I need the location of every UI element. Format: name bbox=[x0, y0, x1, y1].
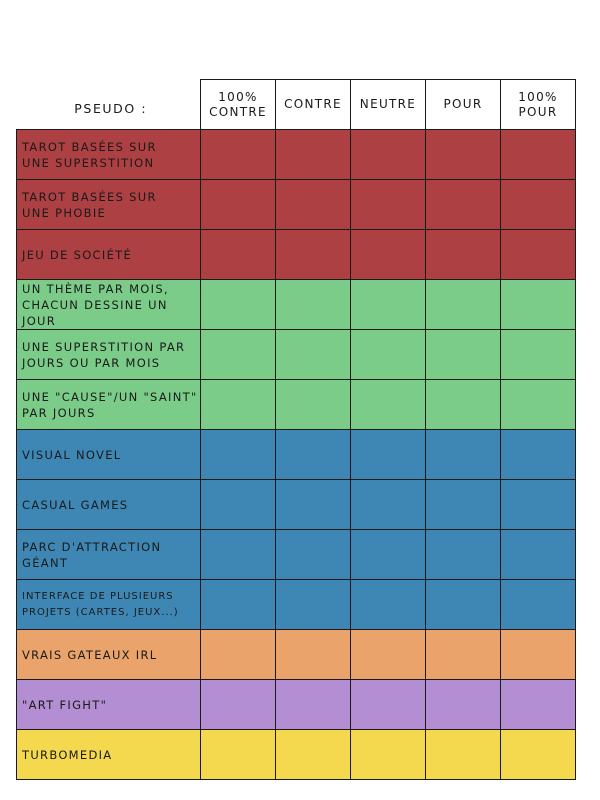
vote-cell[interactable] bbox=[201, 730, 276, 780]
table-row bbox=[17, 330, 576, 380]
table-row bbox=[17, 680, 576, 730]
vote-cell[interactable] bbox=[501, 630, 576, 680]
vote-cell[interactable] bbox=[351, 280, 426, 330]
row-label-cell bbox=[17, 430, 201, 480]
vote-cell[interactable] bbox=[501, 130, 576, 180]
row-label-cell bbox=[17, 280, 201, 330]
vote-cell[interactable] bbox=[276, 580, 351, 630]
table-row bbox=[17, 280, 576, 330]
row-label-cell bbox=[17, 530, 201, 580]
vote-cell[interactable] bbox=[501, 680, 576, 730]
table-row bbox=[17, 730, 576, 780]
table-row bbox=[17, 180, 576, 230]
vote-cell[interactable] bbox=[351, 180, 426, 230]
vote-cell[interactable] bbox=[426, 430, 501, 480]
vote-cell[interactable] bbox=[426, 380, 501, 430]
vote-cell[interactable] bbox=[201, 230, 276, 280]
vote-cell[interactable] bbox=[501, 180, 576, 230]
vote-cell[interactable] bbox=[276, 380, 351, 430]
vote-cell[interactable] bbox=[351, 580, 426, 630]
header-col-3 bbox=[426, 80, 501, 130]
vote-cell[interactable] bbox=[351, 330, 426, 380]
row-label-cell bbox=[17, 580, 201, 630]
vote-cell[interactable] bbox=[426, 180, 501, 230]
row-label: INTERFACE DE PLUSIEURS PROJETS (CARTES, JEUX...) bbox=[22, 590, 179, 618]
row-label: UNE "CAUSE"/UN "SAINT" PAR JOURS bbox=[22, 389, 198, 420]
row-label: UN THÈME PAR MOIS, CHACUN DESSINE UN JOUR bbox=[22, 281, 169, 328]
header-col-0 bbox=[201, 80, 276, 130]
vote-cell[interactable] bbox=[276, 230, 351, 280]
vote-cell[interactable] bbox=[201, 130, 276, 180]
vote-cell[interactable] bbox=[501, 580, 576, 630]
header-col-2 bbox=[351, 80, 426, 130]
vote-cell[interactable] bbox=[351, 380, 426, 430]
vote-cell[interactable] bbox=[501, 530, 576, 580]
row-label: "ART FIGHT" bbox=[22, 697, 108, 712]
vote-cell[interactable] bbox=[201, 330, 276, 380]
table-row bbox=[17, 230, 576, 280]
vote-cell[interactable] bbox=[501, 730, 576, 780]
vote-cell[interactable] bbox=[426, 530, 501, 580]
vote-cell[interactable] bbox=[501, 280, 576, 330]
row-label-cell bbox=[17, 180, 201, 230]
vote-cell[interactable] bbox=[426, 730, 501, 780]
vote-cell[interactable] bbox=[201, 380, 276, 430]
vote-cell[interactable] bbox=[351, 130, 426, 180]
vote-cell[interactable] bbox=[276, 530, 351, 580]
vote-cell[interactable] bbox=[201, 530, 276, 580]
header-col-label: NEUTRE bbox=[359, 97, 417, 111]
row-label-cell bbox=[17, 380, 201, 430]
vote-cell[interactable] bbox=[351, 230, 426, 280]
vote-cell[interactable] bbox=[351, 630, 426, 680]
vote-cell[interactable] bbox=[351, 480, 426, 530]
vote-cell[interactable] bbox=[276, 180, 351, 230]
table-row bbox=[17, 580, 576, 630]
header-col-label: 100% CONTRE bbox=[209, 89, 267, 119]
vote-cell[interactable] bbox=[201, 180, 276, 230]
vote-cell[interactable] bbox=[276, 730, 351, 780]
vote-cell[interactable] bbox=[426, 230, 501, 280]
table-row bbox=[17, 380, 576, 430]
row-label-cell bbox=[17, 230, 201, 280]
row-label: TAROT BASÉES SUR UNE SUPERSTITION bbox=[22, 139, 157, 170]
vote-cell[interactable] bbox=[351, 530, 426, 580]
vote-cell[interactable] bbox=[201, 430, 276, 480]
vote-cell[interactable] bbox=[201, 480, 276, 530]
header-col-label: CONTRE bbox=[284, 97, 342, 111]
row-label: TAROT BASÉES SUR UNE PHOBIE bbox=[22, 189, 157, 220]
vote-cell[interactable] bbox=[351, 430, 426, 480]
header-col-label: 100% POUR bbox=[518, 89, 558, 119]
vote-cell[interactable] bbox=[201, 280, 276, 330]
vote-cell[interactable] bbox=[426, 330, 501, 380]
vote-cell[interactable] bbox=[426, 580, 501, 630]
vote-cell[interactable] bbox=[501, 430, 576, 480]
row-label: CASUAL GAMES bbox=[22, 497, 129, 512]
row-label: JEU DE SOCIÉTÉ bbox=[22, 247, 133, 262]
vote-cell[interactable] bbox=[276, 680, 351, 730]
table-row bbox=[17, 430, 576, 480]
vote-cell[interactable] bbox=[501, 380, 576, 430]
vote-cell[interactable] bbox=[276, 280, 351, 330]
vote-cell[interactable] bbox=[276, 130, 351, 180]
pseudo-header-cell bbox=[17, 80, 201, 130]
row-label: TURBOMEDIA bbox=[22, 747, 113, 762]
vote-cell[interactable] bbox=[201, 680, 276, 730]
vote-cell[interactable] bbox=[426, 130, 501, 180]
row-label-cell bbox=[17, 130, 201, 180]
header-col-label: POUR bbox=[443, 97, 483, 111]
table-row bbox=[17, 630, 576, 680]
voting-grid bbox=[16, 79, 576, 780]
pseudo-label: PSEUDO : bbox=[74, 100, 148, 116]
row-label-cell bbox=[17, 330, 201, 380]
row-label: UNE SUPERSTITION PAR JOURS OU PAR MOIS bbox=[22, 339, 186, 370]
header-row bbox=[17, 80, 576, 130]
table-row bbox=[17, 480, 576, 530]
row-label: VRAIS GATEAUX IRL bbox=[22, 647, 158, 662]
row-label-cell bbox=[17, 730, 201, 780]
vote-cell[interactable] bbox=[501, 330, 576, 380]
row-label-cell bbox=[17, 480, 201, 530]
vote-cell[interactable] bbox=[426, 480, 501, 530]
vote-cell[interactable] bbox=[351, 680, 426, 730]
table-row bbox=[17, 530, 576, 580]
vote-cell[interactable] bbox=[351, 730, 426, 780]
vote-cell[interactable] bbox=[276, 630, 351, 680]
vote-cell[interactable] bbox=[276, 330, 351, 380]
header-col-1 bbox=[276, 80, 351, 130]
header-col-4 bbox=[501, 80, 576, 130]
vote-cell[interactable] bbox=[426, 630, 501, 680]
table-row bbox=[17, 130, 576, 180]
vote-cell[interactable] bbox=[201, 580, 276, 630]
vote-cell[interactable] bbox=[201, 630, 276, 680]
row-label: PARC D'ATTRACTION GÉANT bbox=[22, 539, 162, 570]
vote-cell[interactable] bbox=[501, 230, 576, 280]
vote-cell[interactable] bbox=[426, 680, 501, 730]
vote-cell[interactable] bbox=[501, 480, 576, 530]
vote-cell[interactable] bbox=[276, 480, 351, 530]
row-label-cell bbox=[17, 630, 201, 680]
vote-cell[interactable] bbox=[276, 430, 351, 480]
vote-cell[interactable] bbox=[426, 280, 501, 330]
row-label-cell bbox=[17, 680, 201, 730]
row-label: VISUAL NOVEL bbox=[22, 447, 122, 462]
